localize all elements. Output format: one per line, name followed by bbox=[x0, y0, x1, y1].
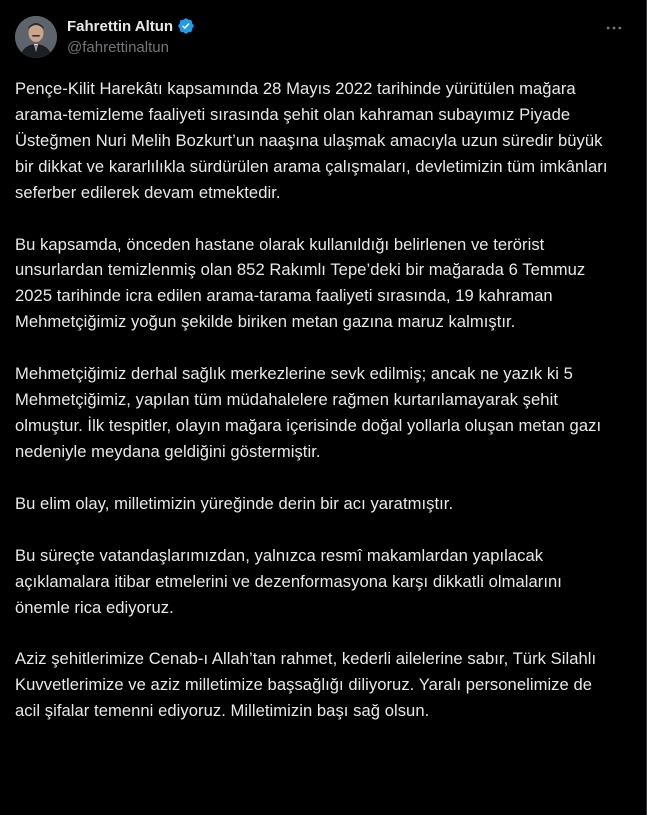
more-options-icon[interactable] bbox=[604, 18, 624, 38]
tweet-header bbox=[15, 14, 631, 70]
tweet-paragraph: Mehmetçiğimiz derhal sağlık merkezlerine sevk edilmiş; ancak ne yazık ki 5 Mehmetçiğimiz, yapılan tüm müdahalelere rağmen kurtarılamayarak şehit olmuştur. İlk tespitler, olayın mağara içerisinde doğal yollarla oluşan metan gazı nedeniyle meydana geldiğini göstermiştir. bbox=[15, 364, 602, 461]
verified-badge-icon[interactable] bbox=[177, 17, 195, 35]
author-display-name[interactable]: Fahrettin Altun bbox=[67, 17, 174, 35]
author-handle[interactable]: @fahrettinaltun bbox=[67, 39, 169, 56]
tweet-paragraph: Bu süreçte vatandaşlarımızdan, yalnızca resmî makamlardan yapılacak açıklamalara itibar etmelerini ve dezenformasyona karşı dikkatli olmalarını önemle rica ediyoruz. bbox=[15, 545, 562, 617]
author-identity bbox=[67, 16, 195, 56]
avatar[interactable] bbox=[15, 16, 57, 58]
tweet-text bbox=[15, 76, 631, 724]
tweet-paragraph: Bu kapsamda, önceden hastane olarak kullanıldığı belirlenen ve terörist unsurlardan temizlenmiş olan 852 Rakımlı Tepe’deki bir mağarada 6 Temmuz 2025 tarihinde icra edilen arama-tarama faaliyeti sırasında, 19 kahraman Mehmetçiğimiz yoğun şekilde biriken metan gazına maruz kalmıştır. bbox=[15, 234, 586, 332]
tweet-paragraph: Aziz şehitlerimize Cenab-ı Allah’tan rahmet, kederli ailelerine sabır, Türk Silahlı Kuvvetlerimize ve aziz milletimize başsağlığı diliyoruz. Yaralı personelimize de acil şifalar temenni ediyoruz. Milletimizin başı sağ olsun. bbox=[15, 649, 597, 721]
name-row bbox=[67, 16, 195, 36]
avatar-portrait-icon bbox=[15, 16, 57, 58]
tweet-paragraph: Bu elim olay, milletimizin yüreğinde derin bir acı yaratmıştır. bbox=[15, 493, 454, 513]
tweet-paragraph: Pençe-Kilit Harekâtı kapsamında 28 Mayıs 2022 tarihinde yürütülen mağara arama-temizleme faaliyeti sırasında şehit olan kahraman subayımız Piyade Üsteğmen Nuri Melih Bozkurt’un naaşına ulaşmak amacıyla uzun süredir büyük bir dikkat ve kararlılıkla sürdürülen arama çalışmaları, devletimizin tüm imkânları seferber edilerek devam etmektedir. bbox=[15, 79, 608, 202]
